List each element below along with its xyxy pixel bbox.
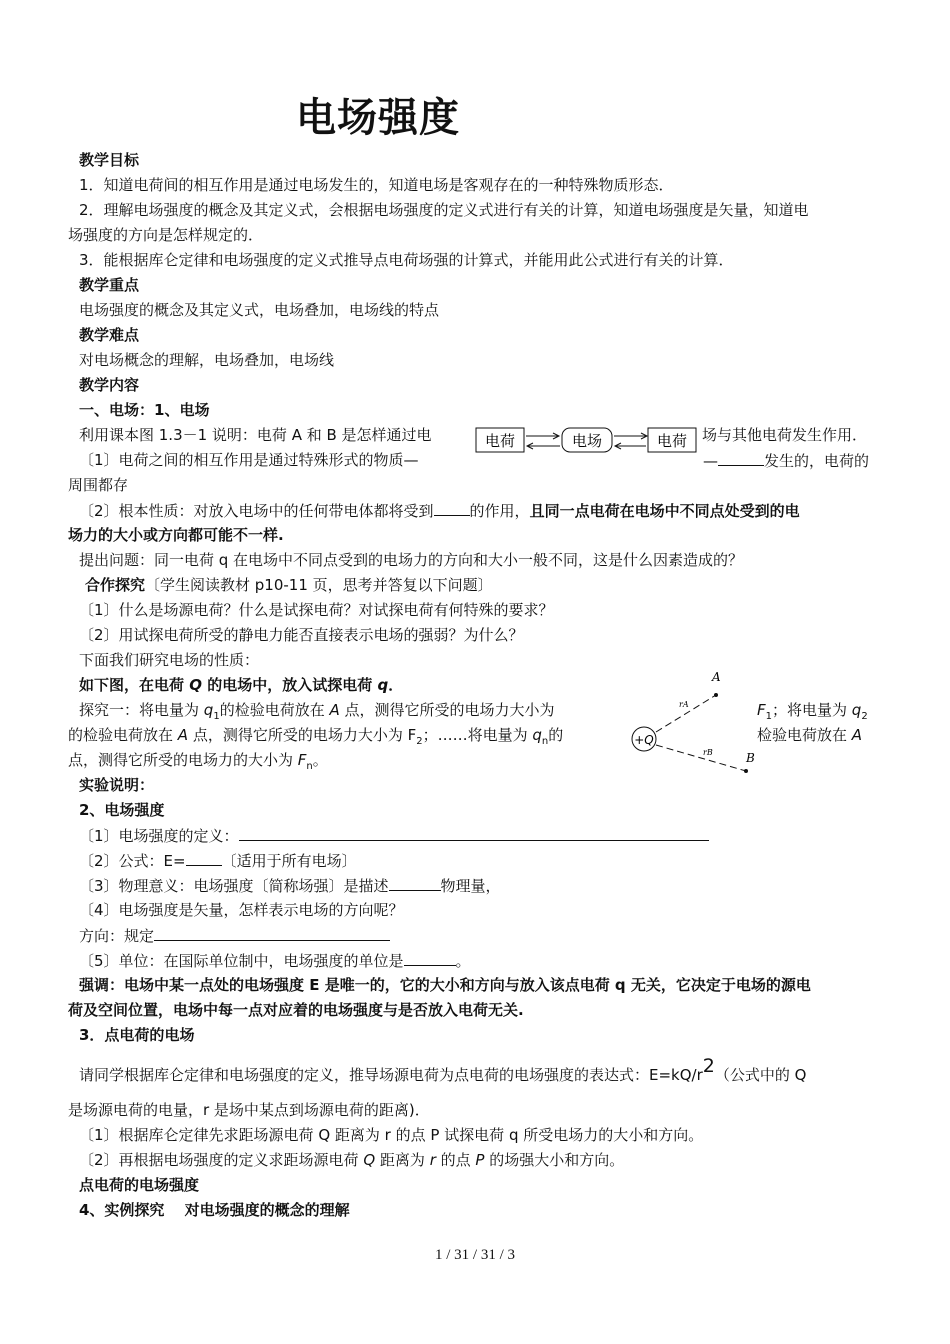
- section4-heading: 4、实例探究 对电场强度的概念的理解: [79, 1201, 350, 1219]
- q1-line2: 周围都存: [68, 476, 129, 494]
- direction-line: 方向：规定: [79, 925, 390, 946]
- key-points-heading: 教学重点: [79, 276, 140, 294]
- difficulties-heading: 教学难点: [79, 326, 140, 344]
- q1-blank[interactable]: [718, 450, 764, 466]
- point-b-label: B: [746, 751, 755, 765]
- section3-line3: 〔1〕根据库仑定律先求距场源电荷 Q 距离为 r 的点 P 试探电荷 q 所受电场力的大小和方向。: [79, 1126, 704, 1144]
- difficulties-text: 对电场概念的理解，电场叠加，电场线: [79, 351, 335, 369]
- direction-blank[interactable]: [154, 925, 390, 941]
- section3-heading: 3．点电荷的电场: [79, 1026, 195, 1044]
- section3-line1: 请同学根据库仑定律和电场强度的定义，推导场源电荷为点电荷的电场强度的表达式：$E=kQ/r^2$（公式中的 Q: [79, 1055, 807, 1084]
- coop-q1: 〔1〕什么是场源电荷？什么是试探电荷？对试探电荷有何特殊的要求？: [79, 601, 554, 619]
- explore-line2-right: 检验电荷放在 A: [757, 726, 863, 744]
- page-title: 电场强度: [296, 95, 460, 141]
- objective-1: 1．知道电荷间的相互作用是通过电场发生的，知道电场是客观存在的一种特殊物质形态．: [79, 176, 674, 194]
- explore-line1-left: 探究一：将电量为 $q_1$的检验电荷放在 A 点，测得它所受的电场力大小为: [79, 701, 555, 722]
- explore-line3: 点，测得它所受的电场力的大小为 $F_n$。: [68, 751, 328, 772]
- q2-blank[interactable]: [434, 500, 470, 516]
- q2-line1: 〔2〕根本性质：对放入电场中的任何带电体都将受到 的作用，且同一点电荷在电场中不同点处受到的电: [79, 502, 800, 520]
- question-text: 提出问题：同一电荷 q 在电场中不同点受到的电场力的方向和大小一般不同，这是什么因素造成的？: [79, 551, 744, 569]
- source-charge-label: +Q: [634, 733, 654, 747]
- explore-line1-right: $F_1$；将电量为 $q_2$: [757, 701, 868, 722]
- objective-2-line2: 场强度的方向是怎样规定的．: [68, 226, 264, 244]
- section1-line1-left: 利用课本图 1.3－1 说明：电荷 A 和 B 是怎样通过电: [79, 426, 432, 444]
- diagram-box-right-label: 电荷: [656, 432, 688, 450]
- formula-blank[interactable]: [186, 850, 222, 866]
- emphasis-line1: 强调：电场中某一点处的电场强度 E 是唯一的，它的大小和方向与放入该点电荷 q 无关，它决定于电场的源电: [79, 976, 811, 994]
- emphasis-line2: 荷及空间位置，电场中每一点对应着的电场强度与是否放入电荷无关.: [68, 1001, 524, 1019]
- point-a-dot: [714, 693, 718, 697]
- unit-line: 〔5〕单位：在国际单位制中，电场强度的单位是 。: [79, 952, 471, 970]
- diagram-box-left-label: 电荷: [484, 432, 516, 450]
- q1-line1: 〔1〕电荷之间的相互作用是通过特殊形式的物质—: [79, 451, 419, 469]
- content-heading: 教学内容: [79, 376, 140, 394]
- figure-intro: 如下图，在电荷 Q 的电场中，放入试探电荷 q．: [79, 676, 404, 694]
- key-points-text: 电场强度的概念及其定义式，电场叠加，电场线的特点: [79, 301, 440, 319]
- unit-blank[interactable]: [404, 950, 456, 966]
- definition-line: 〔1〕电场强度的定义：: [79, 825, 709, 846]
- objective-2-line1: 2．理解电场强度的概念及其定义式，会根据电场强度的定义式进行有关的计算，知道电场强度是矢量，知道电: [79, 201, 809, 219]
- distance-rb-label: rB: [703, 748, 713, 757]
- meaning-line: 〔3〕物理意义：电场强度〔简称场强〕是描述 物理量，: [79, 877, 501, 895]
- point-field-heading: 点电荷的电场强度: [79, 1176, 200, 1194]
- section1-line1-right: 场与其他电荷发生作用．: [702, 426, 868, 444]
- definition-blank[interactable]: [239, 825, 709, 841]
- objective-3: 3．能根据库仑定律和电场强度的定义式推导点电荷场强的计算式，并能用此公式进行有关的计算．: [79, 251, 734, 269]
- coop-explore: 合作探究〔学生阅读教材 p10-11 页，思考并答复以下问题〕: [85, 576, 493, 594]
- charge-field-diagram: [470, 420, 705, 460]
- page-footer: 1 / 31 / 31 / 3: [434, 1247, 515, 1263]
- section3-line4: 〔2〕再根据电场强度的定义求距场源电荷 Q 距离为 r 的点 P 的场强大小和方向。: [79, 1151, 625, 1169]
- section1-heading: 一、电场：1、电场: [79, 401, 210, 419]
- objectives-heading: 教学目标: [79, 151, 140, 169]
- q1-line1-right: — 发生的，电荷的: [703, 452, 870, 470]
- study-intro: 下面我们研究电场的性质：: [79, 651, 260, 669]
- point-charge-figure: [625, 665, 760, 780]
- section3-line2: 是场源电荷的电量，r 是场中某点到场源电荷的距离)．: [68, 1101, 430, 1119]
- experiment-note: 实验说明：: [79, 776, 155, 794]
- point-a-label: A: [712, 670, 721, 684]
- meaning-blank[interactable]: [389, 875, 441, 891]
- coop-q2: 〔2〕用试探电荷所受的静电力能否直接表示电场的强弱？为什么？: [79, 626, 524, 644]
- point-b-dot: [744, 769, 748, 773]
- vector-line: 〔4〕电场强度是矢量，怎样表示电场的方向呢？: [79, 901, 404, 919]
- formula-line: 〔2〕公式：E= 〔适用于所有电场〕: [79, 852, 357, 870]
- diagram-box-center-label: 电场: [571, 432, 603, 450]
- explore-line2-left: 的检验电荷放在 A 点，测得它所受的电场力大小为 $F_2$；……将电量为 $q_n$的: [68, 726, 564, 747]
- q2-line2: 场力的大小或方向都可能不一样.: [68, 526, 284, 544]
- distance-ra-label: rA: [679, 700, 689, 709]
- section2-heading: 2、电场强度: [79, 801, 165, 819]
